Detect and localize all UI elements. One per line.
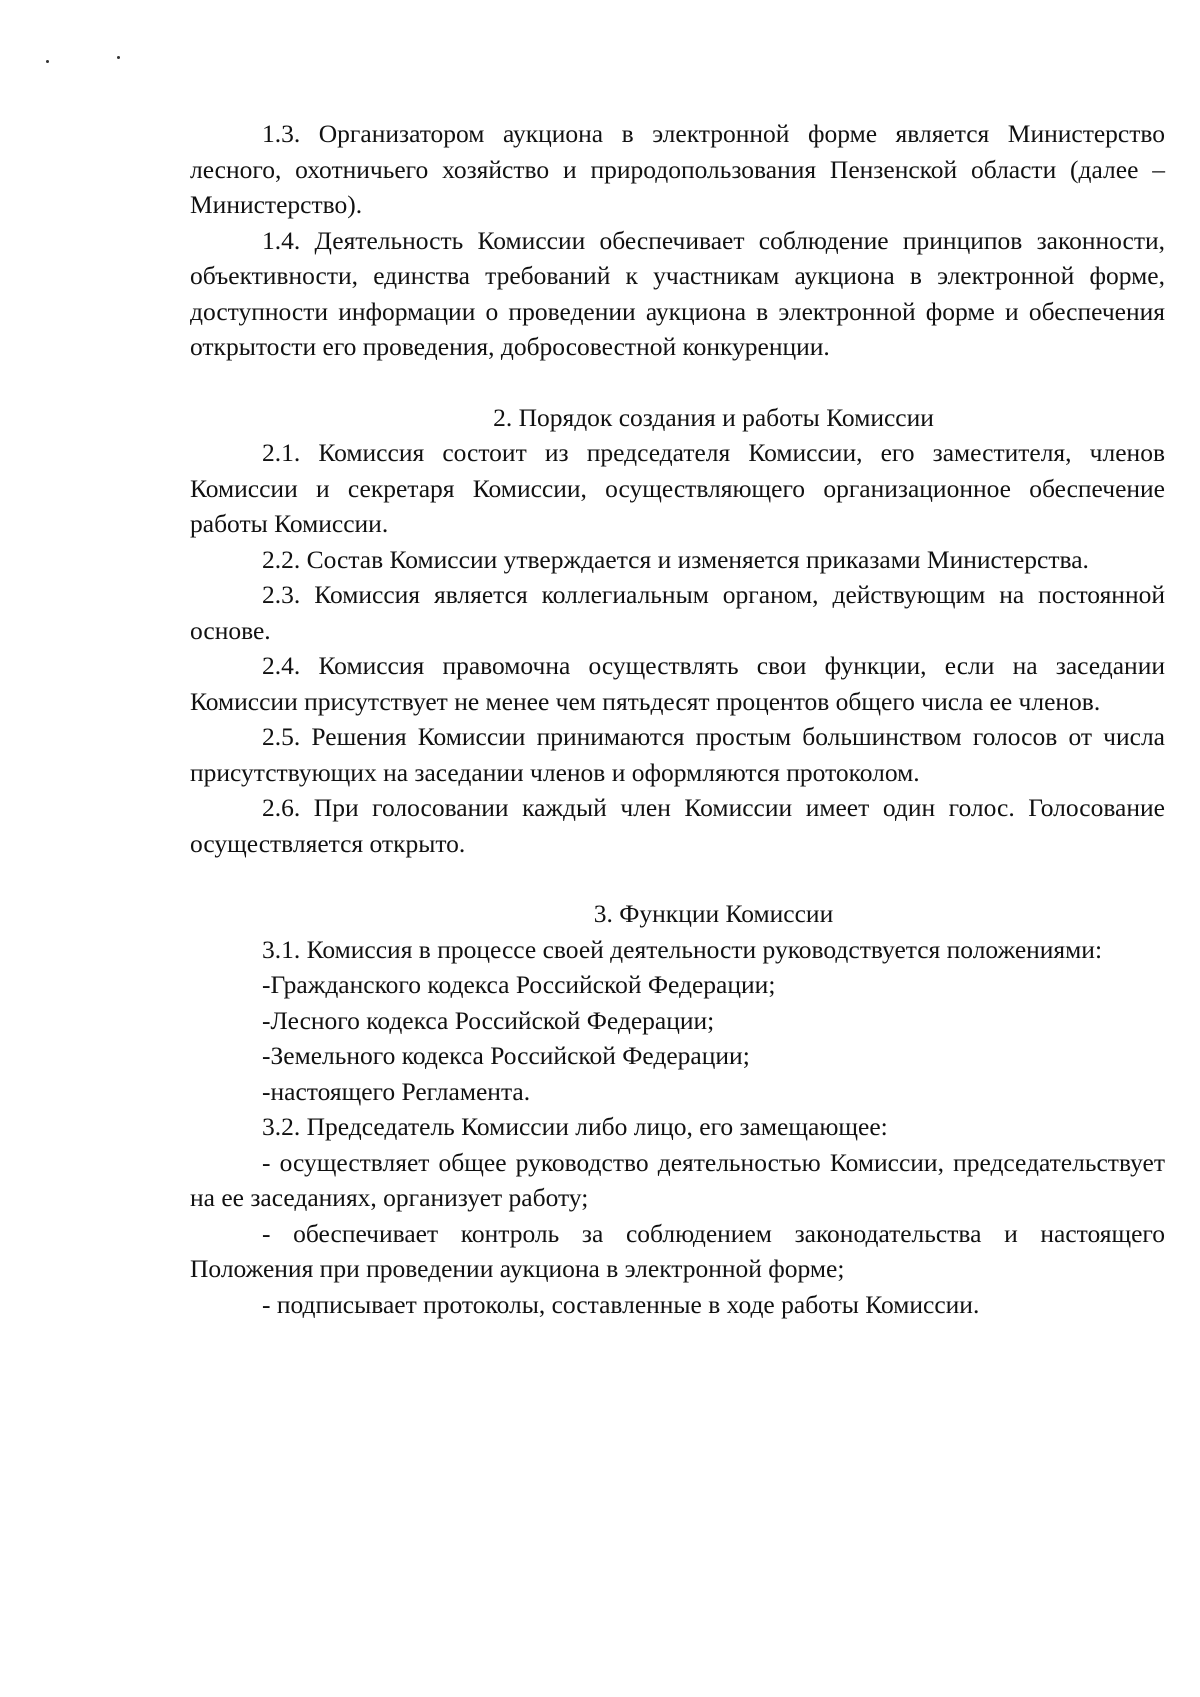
paragraph-1-3: 1.3. Организатором аукциона в электронной форме является Министерство лесного, охотничьего хозяйство и природопользования Пензенской области (далее – Министерство).: [190, 119, 1165, 219]
section-spacer: [190, 861, 1165, 896]
section-2-heading: 2. Порядок создания и работы Комиссии: [493, 402, 934, 432]
section-spacer: [190, 365, 1165, 400]
paragraph-1-4: 1.4. Деятельность Комиссии обеспечивает соблюдение принципов законности, объективности, единства требований к участникам аукциона в электронной форме, доступности информации о проведении аукциона в электронной форме и обеспечения открытости его проведения, добросовестной конкуренции.: [190, 225, 1165, 361]
document-body: [190, 116, 1165, 1322]
paragraph-3-1: 3.1. Комиссия в процессе своей деятельности руководствуется положениями:: [262, 934, 1103, 964]
list-item-regulation: -настоящего Регламента.: [262, 1076, 531, 1106]
paragraph-2-3: 2.3. Комиссия является коллегиальным органом, действующим на постоянной основе.: [190, 580, 1165, 645]
paragraph-3-2-a: - осуществляет общее руководство деятельностью Комиссии, председательствует на ее заседаниях, организует работу;: [190, 1147, 1165, 1212]
list-item-civil-code: -Гражданского кодекса Российской Федерации;: [262, 970, 776, 999]
paragraph-3-2-b: - обеспечивает контроль за соблюдением законодательства и настоящего Положения при проведении аукциона в электронной форме;: [190, 1218, 1165, 1283]
section-3-heading: 3. Функции Комиссии: [593, 899, 834, 928]
paragraph-2-4: 2.4. Комиссия правомочна осуществлять свои функции, если на заседании Комиссии присутствует не менее чем пятьдесят процентов общего числа ее членов.: [190, 651, 1165, 716]
paragraph-2-5: 2.5. Решения Комиссии принимаются простым большинством голосов от числа присутствующих на заседании членов и оформляются протоколом.: [190, 722, 1165, 787]
scan-speck: [117, 56, 120, 59]
paragraph-2-2: 2.2. Состав Комиссии утверждается и изменяется приказами Министерства.: [262, 544, 1089, 574]
scan-speck: [46, 60, 49, 63]
paragraph-2-1: 2.1. Комиссия состоит из председателя Комиссии, его заместителя, членов Комиссии и секретаря Комиссии, осуществляющего организационное обеспечение работы Комиссии.: [190, 438, 1165, 538]
list-item-land-code: -Земельного кодекса Российской Федерации;: [262, 1041, 750, 1070]
paragraph-3-2: 3.2. Председатель Комиссии либо лицо, его замещающее:: [262, 1112, 888, 1141]
list-item-forest-code: -Лесного кодекса Российской Федерации;: [262, 1005, 715, 1035]
paragraph-3-2-c: - подписывает протоколы, составленные в ходе работы Комиссии.: [262, 1289, 980, 1319]
paragraph-2-6: 2.6. При голосовании каждый член Комиссии имеет один голос. Голосование осуществляется открыто.: [190, 793, 1165, 858]
